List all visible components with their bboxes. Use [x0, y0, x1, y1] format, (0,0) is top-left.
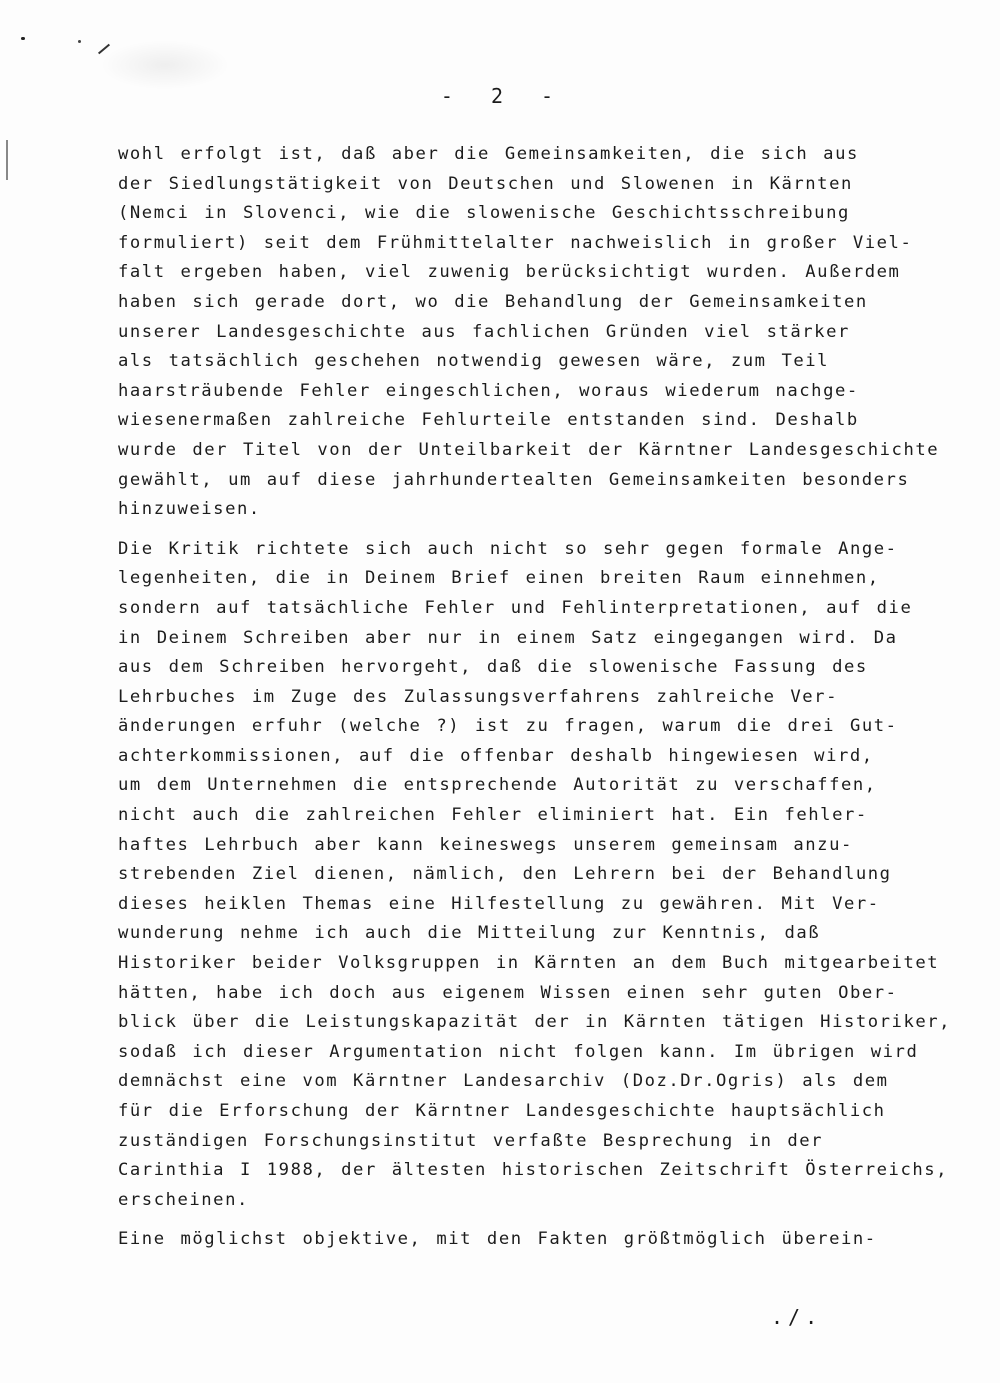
text-line: um dem Unternehmen die entsprechende Autorität zu verschaffen, — [118, 775, 877, 796]
paragraph-3 — [118, 1225, 968, 1255]
letter-body — [118, 140, 968, 1265]
scan-speck — [78, 40, 81, 43]
text-line: gewählt, um auf diese jahrhundertealten Gemeinsamkeiten besonders — [118, 469, 910, 490]
text-line: hinzuweisen. — [118, 499, 261, 520]
text-line: änderungen erfuhr (welche ?) ist zu fragen, warum die drei Gut- — [118, 716, 898, 737]
text-line: der Siedlungstätigkeit von Deutschen und Slowenen in Kärnten — [118, 173, 853, 194]
text-line: wohl erfolgt ist, daß aber die Gemeinsamkeiten, die sich aus — [118, 144, 859, 164]
text-line: blick über die Leistungskapazität der in Kärnten tätigen Historiker, — [118, 1012, 952, 1033]
text-line: Lehrbuches im Zuge des Zulassungsverfahrens zahlreiche Ver- — [118, 686, 838, 707]
text-line: Die Kritik richtete sich auch nicht so sehr gegen formale Ange- — [118, 538, 898, 559]
text-line: demnächst eine vom Kärntner Landesarchiv (Doz.Dr.Ogris) als dem — [118, 1071, 889, 1092]
punch-edge-mark — [6, 140, 8, 180]
continuation-mark: ./. — [771, 1305, 823, 1329]
text-line: Eine möglichst objektive, mit den Fakten größtmöglich überein- — [118, 1229, 877, 1250]
text-line: sondern auf tatsächliche Fehler und Fehlinterpretationen, auf die — [118, 597, 913, 618]
text-line: strebenden Ziel dienen, nämlich, den Lehrern bei der Behandlung — [118, 864, 892, 885]
text-line: in Deinem Schreiben aber nur in einem Satz eingegangen wird. Da — [118, 627, 898, 648]
text-line: aus dem Schreiben hervorgeht, daß die slowenische Fassung des — [118, 657, 868, 678]
text-line: unserer Landesgeschichte aus fachlichen Gründen viel stärker — [118, 321, 850, 342]
text-line: hätten, habe ich doch aus eigenem Wissen einen sehr guten Ober- — [118, 982, 898, 1003]
text-line: als tatsächlich geschehen notwendig gewesen wäre, zum Teil — [118, 351, 830, 372]
text-line: falt ergeben haben, viel zuwenig berücksichtigt wurden. Außerdem — [118, 262, 901, 283]
text-line: haarsträubende Fehler eingeschlichen, woraus wiederum nachge- — [118, 380, 859, 401]
page-number: - 2 - — [440, 84, 560, 108]
text-line: für die Erforschung der Kärntner Landesgeschichte hauptsächlich — [118, 1101, 886, 1121]
text-line: Historiker beider Volksgruppen in Kärnten an dem Buch mitgearbeitet — [118, 953, 940, 974]
scan-smudge — [100, 40, 230, 90]
text-line: wiesenermaßen zahlreiche Fehlurteile entstanden sind. Deshalb — [118, 410, 859, 431]
text-line: wurde der Titel von der Unteilbarkeit der Kärntner Landesgeschichte — [118, 439, 940, 460]
text-line: legenheiten, die in Deinem Brief einen breiten Raum einnehmen, — [118, 568, 880, 589]
scan-speck — [21, 37, 25, 40]
text-line: Carinthia I 1988, der ältesten historischen Zeitschrift Österreichs, — [118, 1160, 949, 1181]
text-line: zuständigen Forschungsinstitut verfaßte Besprechung in der — [118, 1130, 824, 1151]
text-line: haftes Lehrbuch aber kann keineswegs unserem gemeinsam anzu- — [118, 834, 853, 855]
text-line: (Nemci in Slovenci, wie die slowenische Geschichtsschreibung — [118, 203, 850, 224]
text-line: achterkommissionen, auf die offenbar deshalb hingewiesen wird, — [118, 745, 874, 766]
text-line: erscheinen. — [118, 1189, 249, 1210]
text-line: dieses heiklen Themas eine Hilfestellung zu gewähren. Mit Ver- — [118, 893, 880, 914]
text-line: nicht auch die zahlreichen Fehler eliminiert hat. Ein fehler- — [118, 805, 868, 826]
text-line: formuliert) seit dem Frühmittelalter nachweislich in großer Viel- — [118, 232, 913, 253]
text-line: haben sich gerade dort, wo die Behandlung der Gemeinsamkeiten — [118, 291, 868, 312]
paragraph-1 — [118, 140, 968, 525]
text-line: sodaß ich dieser Argumentation nicht folgen kann. Im übrigen wird — [118, 1041, 919, 1062]
text-line: wunderung nehme ich auch die Mitteilung zur Kenntnis, daß — [118, 923, 821, 944]
paragraph-2 — [118, 535, 968, 1216]
